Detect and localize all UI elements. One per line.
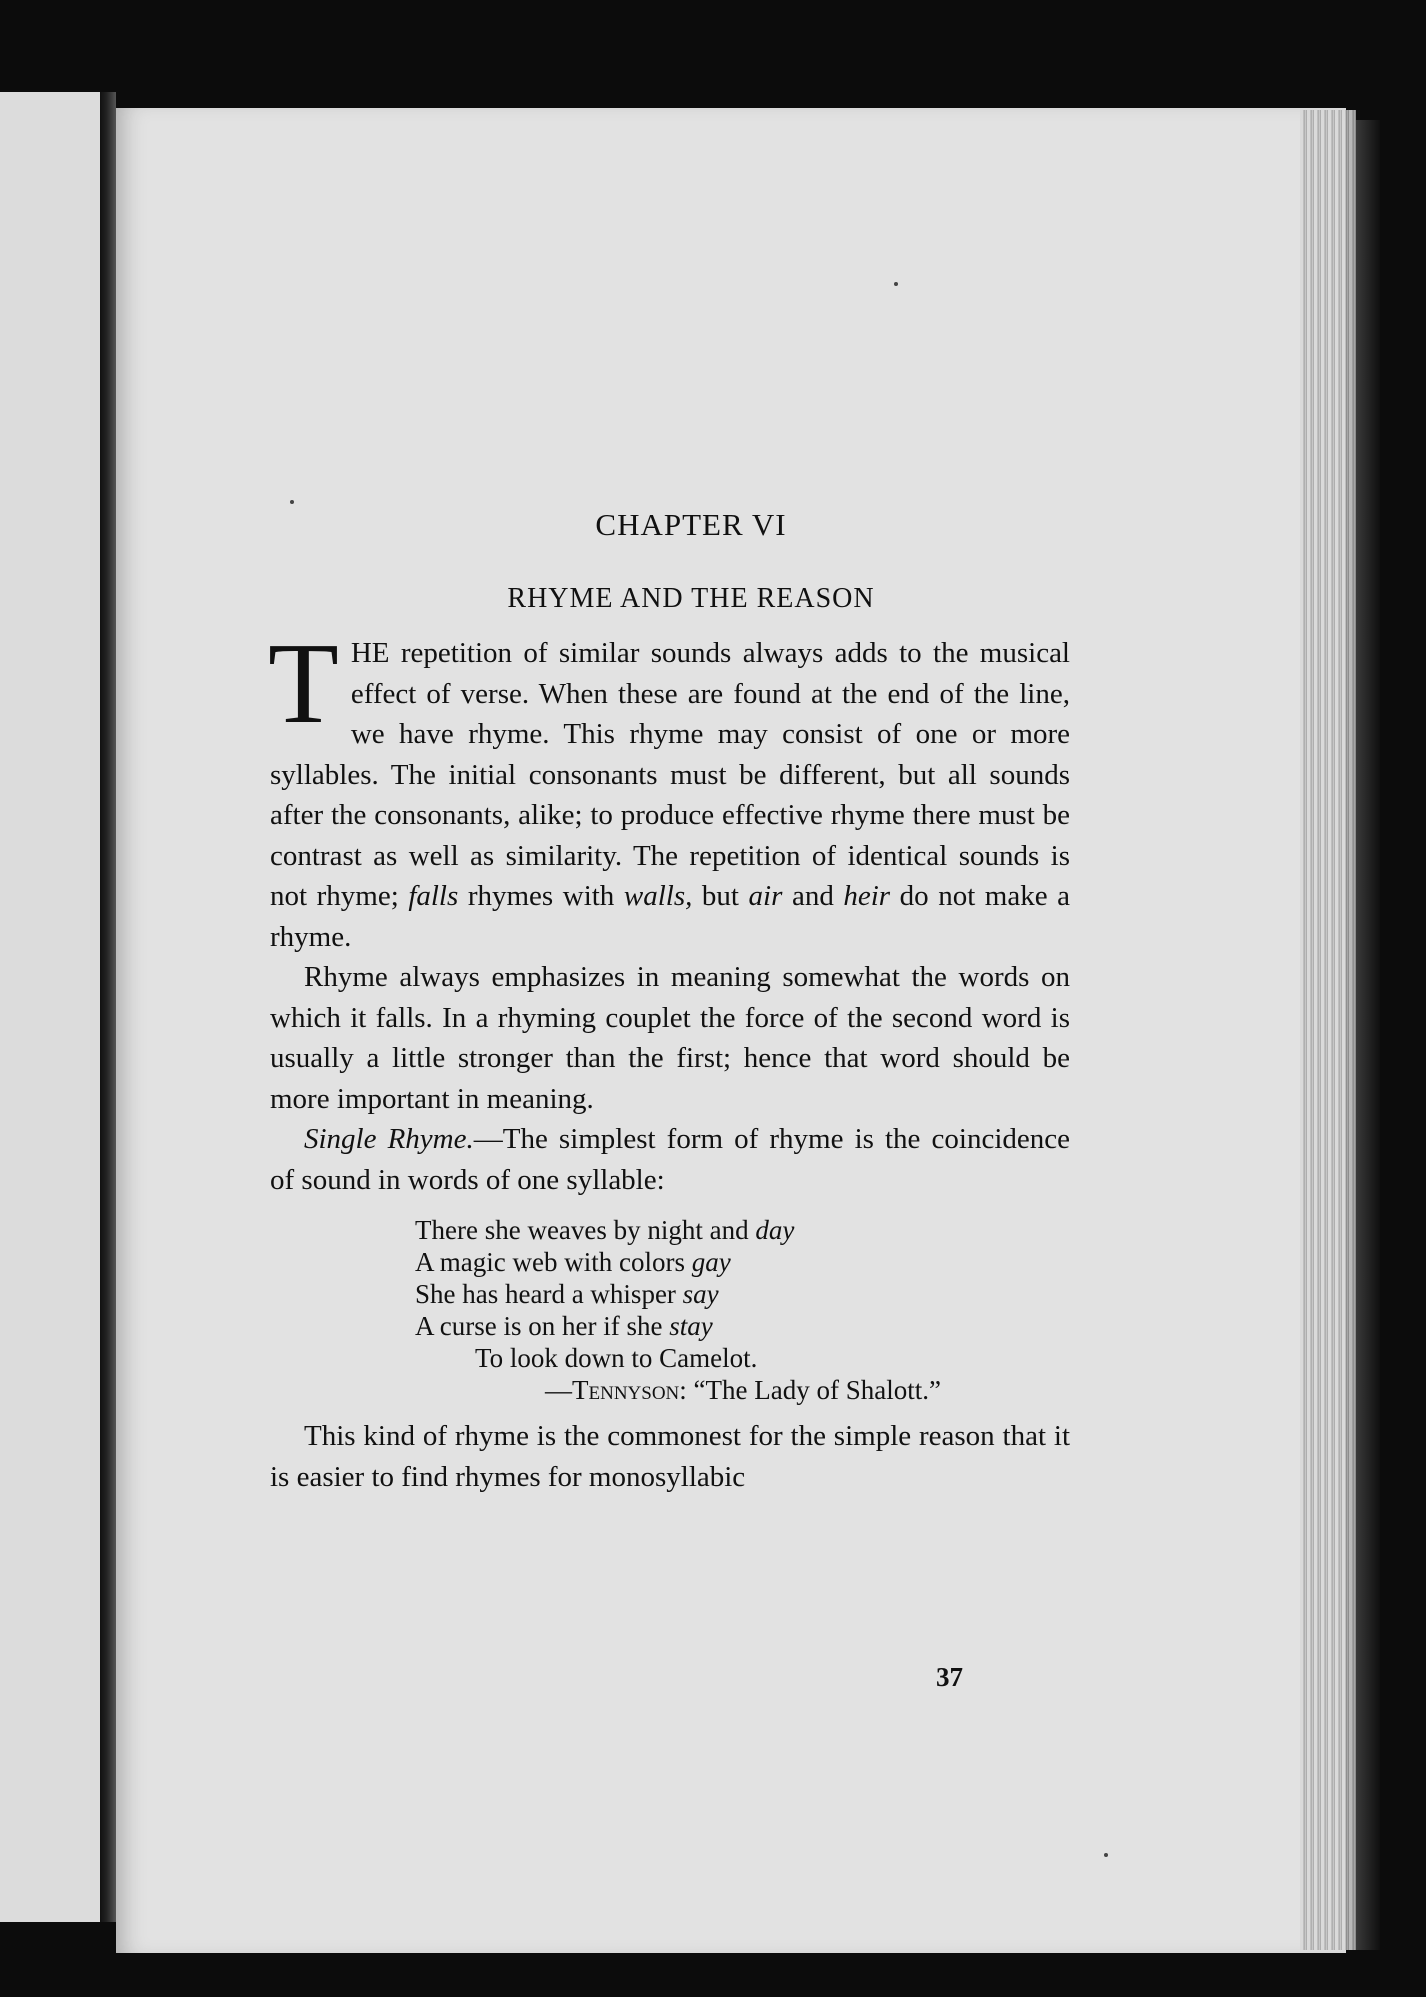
page-content xyxy=(270,495,1070,1497)
paragraph-2: Rhyme always emphasizes in meaning somewhat the words on which it falls. In a rhyming couplet the force of the second word is usually a little stronger than the first; hence that word should be more important in meaning. xyxy=(270,961,1070,1115)
left-page-edge xyxy=(0,92,100,1922)
verse-quotation xyxy=(415,1214,1070,1406)
verse-line xyxy=(415,1310,1070,1342)
section-label: Single Rhyme. xyxy=(304,1123,474,1155)
paragraph-1 xyxy=(268,620,1071,957)
verse-line xyxy=(415,1246,1070,1278)
attribution-dash: — xyxy=(545,1375,572,1405)
verse-line xyxy=(415,1278,1070,1310)
book-cover-edge xyxy=(1356,120,1380,1950)
drop-cap: T xyxy=(268,620,339,748)
chapter-heading: CHAPTER VI xyxy=(595,507,787,542)
page-number: 37 xyxy=(936,1662,963,1692)
attribution-author: Tennyson xyxy=(572,1375,680,1405)
verse-line-text: There she weaves by night and xyxy=(415,1215,756,1245)
paragraph-1-text: and xyxy=(782,880,844,912)
paragraph-1-text: do not make a rhyme. xyxy=(270,880,1071,953)
italic-word-heir: heir xyxy=(843,880,891,912)
paragraph-3 xyxy=(270,1119,1070,1200)
paragraph-1-text: rhymes with xyxy=(458,880,624,912)
page-stack-edge xyxy=(1300,110,1356,1950)
chapter-title: RHYME AND THE REASON xyxy=(507,583,875,614)
paragraph-1-text: HE repetition of similar sounds always adds to the musical effect of verse. When these are found at the end of the line, we have rhyme. This rhyme may consist of one or more syllables. The initial consonants must be different, but all sounds after the consonants, alike; to produce effective rhyme there must be contrast as well as similarity. The repetition of identical sounds is not rhyme; xyxy=(270,637,1070,912)
speck xyxy=(894,282,898,286)
italic-word-falls: falls xyxy=(408,880,459,912)
verse-line-text: A curse is on her if she xyxy=(415,1311,670,1341)
paragraph-1-text: but xyxy=(692,880,749,912)
speck xyxy=(1104,1853,1108,1857)
verse-line: To look down to Camelot. xyxy=(475,1343,758,1373)
verse-line-text: A magic web with colors xyxy=(415,1247,692,1277)
rhyme-word: stay xyxy=(669,1311,713,1341)
rhyme-word: day xyxy=(755,1215,795,1245)
verse-line xyxy=(415,1214,1070,1246)
book-gutter xyxy=(100,92,116,1922)
attribution-title: : “The Lady of Shalott.” xyxy=(679,1375,941,1405)
verse-line-text: She has heard a whisper xyxy=(415,1279,683,1309)
rhyme-word: gay xyxy=(691,1247,731,1277)
italic-word-air: air xyxy=(748,880,783,912)
verse-attribution xyxy=(415,1374,1070,1406)
paragraph-4: This kind of rhyme is the commonest for the simple reason that it is easier to find rhymes for monosyllabic xyxy=(270,1420,1070,1493)
paragraph-3-text: —The simplest form of rhyme is the coincidence of sound in words of one syllable: xyxy=(270,1123,1070,1196)
italic-word-walls: walls, xyxy=(623,880,693,912)
rhyme-word: say xyxy=(682,1279,719,1309)
